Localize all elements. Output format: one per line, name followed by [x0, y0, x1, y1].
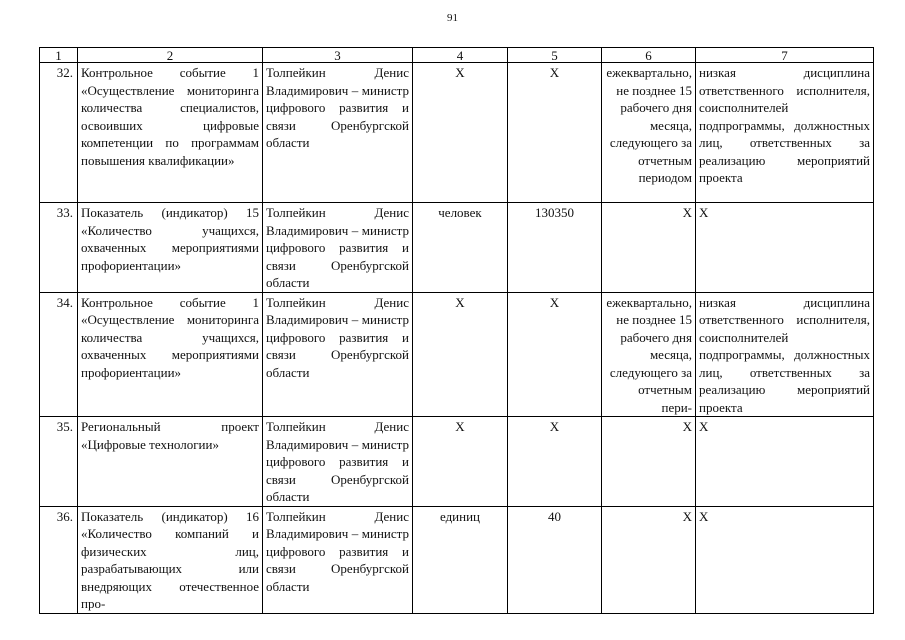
row-period: X: [602, 203, 696, 293]
row-value: X: [508, 417, 602, 507]
row-risk: X: [696, 506, 874, 613]
table-row: [40, 63, 874, 203]
table-row: [40, 203, 874, 293]
row-risk: X: [696, 203, 874, 293]
row-name: Контрольное событие 1 «Осуществление мониторинга количества специалистов, освоивших цифровые компетенции по программам повышения квалификации»: [78, 63, 263, 203]
row-responsible: Толпейкин Денис Владимирович – министр цифрового развития и связи Оренбургской области: [263, 292, 413, 417]
row-responsible: Толпейкин Денис Владимирович – министр цифрового развития и связи Оренбургской области: [263, 417, 413, 507]
row-responsible: Толпейкин Денис Владимирович – министр цифрового развития и связи Оренбургской области: [263, 63, 413, 203]
row-risk: низкая дисциплина ответственного исполнителя, соисполнителей подпрограммы, должностных лиц, ответственных за реализацию мероприятий проекта: [696, 292, 874, 417]
row-number: 33.: [40, 203, 78, 293]
row-number: 32.: [40, 63, 78, 203]
row-unit: единиц: [413, 506, 508, 613]
plan-table: [39, 47, 874, 614]
row-name: Показатель (индикатор) 16 «Количество компаний и физических лиц, разрабатывающих или внедряющих отечественное про-: [78, 506, 263, 613]
row-period: X: [602, 506, 696, 613]
column-header: 5: [508, 48, 602, 63]
row-period: ежеквартально, не позднее 15 рабочего дня месяца, следующего за отчетным пери-: [602, 292, 696, 417]
row-unit: X: [413, 63, 508, 203]
row-number: 36.: [40, 506, 78, 613]
row-value: 130350: [508, 203, 602, 293]
row-unit: X: [413, 292, 508, 417]
row-responsible: Толпейкин Денис Владимирович – министр цифрового развития и связи Оренбургской области: [263, 203, 413, 293]
header-row: [40, 48, 874, 63]
row-number: 35.: [40, 417, 78, 507]
table-row: [40, 292, 874, 417]
row-risk: низкая дисциплина ответственного исполнителя, соисполнителей подпрограммы, должностных лиц, ответственных за реализацию мероприятий проекта: [696, 63, 874, 203]
row-period: ежеквартально, не позднее 15 рабочего дня месяца, следующего за отчетным периодом: [602, 63, 696, 203]
column-header: 4: [413, 48, 508, 63]
row-risk: X: [696, 417, 874, 507]
column-header: 1: [40, 48, 78, 63]
row-value: 40: [508, 506, 602, 613]
row-unit: X: [413, 417, 508, 507]
table-row: [40, 417, 874, 507]
column-header: 3: [263, 48, 413, 63]
column-header: 6: [602, 48, 696, 63]
row-unit: человек: [413, 203, 508, 293]
table-row: [40, 506, 874, 613]
row-value: X: [508, 63, 602, 203]
column-header: 2: [78, 48, 263, 63]
row-responsible: Толпейкин Денис Владимирович – министр цифрового развития и связи Оренбургской области: [263, 506, 413, 613]
row-name: Региональный проект «Цифровые технологии»: [78, 417, 263, 507]
page-number: 91: [447, 12, 458, 24]
row-name: Контрольное событие 1 «Осуществление мониторинга количества учащихся, охваченных мероприятиями профориентации»: [78, 292, 263, 417]
row-period: X: [602, 417, 696, 507]
row-name: Показатель (индикатор) 15 «Количество учащихся, охваченных мероприятиями профориентации»: [78, 203, 263, 293]
row-value: X: [508, 292, 602, 417]
column-header: 7: [696, 48, 874, 63]
row-number: 34.: [40, 292, 78, 417]
